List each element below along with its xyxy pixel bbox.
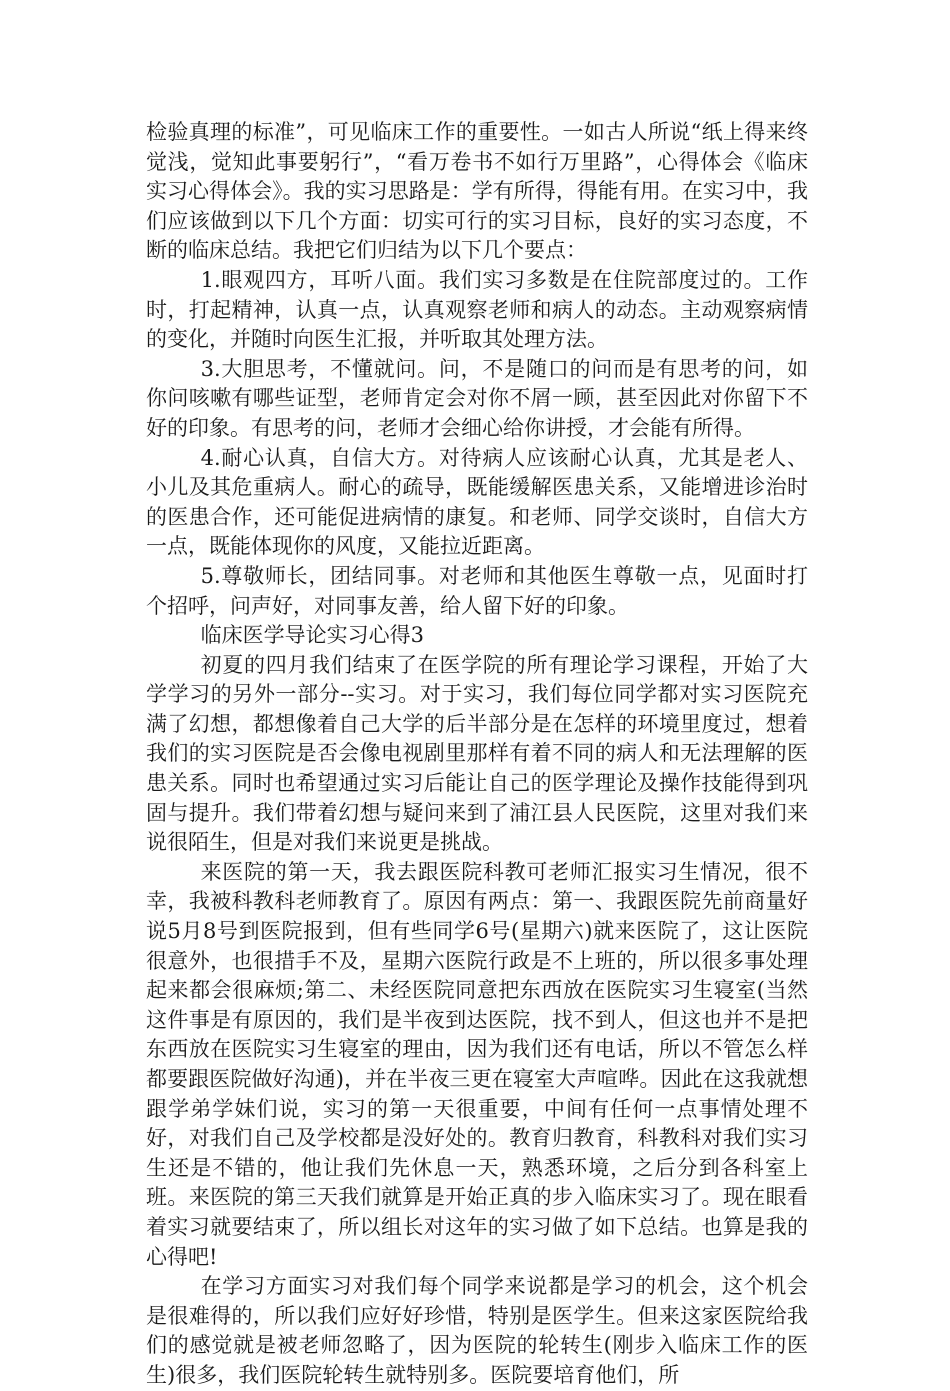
paragraph-point-5: 5.尊敬师长，团结同事。对老师和其他医生尊敬一点，见面时打个招呼，问声好，对同事友善，给人留下好的印象。 [146,563,808,618]
paragraph-study: 在学习方面实习对我们每个同学来说都是学习的机会，这个机会是很难得的，所以我们应好好珍惜，特别是医学生。但来这家医院给我们的感觉就是被老师忽略了，因为医院的轮转生(刚步入临床工作的医生)很多，我们医院轮转生就特别多。医院要培育他们，所 [146,1274,808,1387]
document-body [146,118,808,1391]
paragraph-intro: 初夏的四月我们结束了在医学院的所有理论学习课程，开始了大学学习的另外一部分--实习。对于实习，我们每位同学都对实习医院充满了幻想，都想像着自己大学的后半部分是在怎样的环境里度过，想着我们的实习医院是否会像电视剧里那样有着不同的病人和无法理解的医患关系。同时也希望通过实习后能让自己的医学理论及操作技能得到巩固与提升。我们带着幻想与疑问来到了浦江县人民医院，这里对我们来说很陌生，但是对我们来说更是挑战。 [146,652,808,855]
paragraph-point-4: 4.耐心认真，自信大方。对待病人应该耐心认真，尤其是老人、小儿及其危重病人。耐心的疏导，既能缓解医患关系，又能增进诊治时的医患合作，还可能促进病情的康复。和老师、同学交谈时，自信大方一点，既能体现你的风度，又能拉近距离。 [146,445,808,559]
section-heading: 临床医学导论实习心得3 [200,623,424,648]
paragraph-point-3: 3.大胆思考，不懂就问。问，不是随口的问而是有思考的问，如你问咳嗽有哪些证型，老师肯定会对你不屑一顾，甚至因此对你留下不好的印象。有思考的问，老师才会细心给你讲授，才会能有所得。 [146,356,808,440]
paragraph-point-1: 1.眼观四方，耳听八面。我们实习多数是在住院部度过的。工作时，打起精神，认真一点，认真观察老师和病人的动态。主动观察病情的变化，并随时向医生汇报，并听取其处理方法。 [146,267,808,352]
paragraph-first-day: 来医院的第一天，我去跟医院科教可老师汇报实习生情况，很不幸，我被科教科老师教育了。原因有两点：第一、我跟医院先前商量好说5月8号到医院报到，但有些同学6号(星期六)就来医院了，这让医院很意外，也很措手不及，星期六医院行政是不上班的，所以很多事处理起来都会很麻烦;第二、未经医院同意把东西放在医院实习生寝室(当然这件事是有原因的，我们是半夜到达医院，找不到人，但这也并不是把东西放在医院实习生寝室的理由，因为我们还有电话，所以不管怎么样都要跟医院做好沟通)，并在半夜三更在寝室大声喧哗。因此在这我就想跟学弟学妹们说，实习的第一天很重要，中间有任何一点事情处理不好，对我们自己及学校都是没好处的。教育归教育，科教科对我们实习生还是不错的，他让我们先休息一天，熟悉环境，之后分到各科室上班。来医院的第三天我们就算是开始正真的步入临床实习了。现在眼看着实习就要结束了，所以组长对这年的实习做了如下总结。也算是我的心得吧! [146,859,808,1269]
paragraph-continuation: 检验真理的标准”，可见临床工作的重要性。一如古人所说“纸上得来终觉浅，觉知此事要躬行”，“看万卷书不如行万里路”，心得体会《临床实习心得体会》。我的实习思路是：学有所得，得能有用。在实习中，我们应该做到以下几个方面：切实可行的实习目标，良好的实习态度，不断的临床总结。我把它们归结为以下几个要点： [146,120,808,263]
